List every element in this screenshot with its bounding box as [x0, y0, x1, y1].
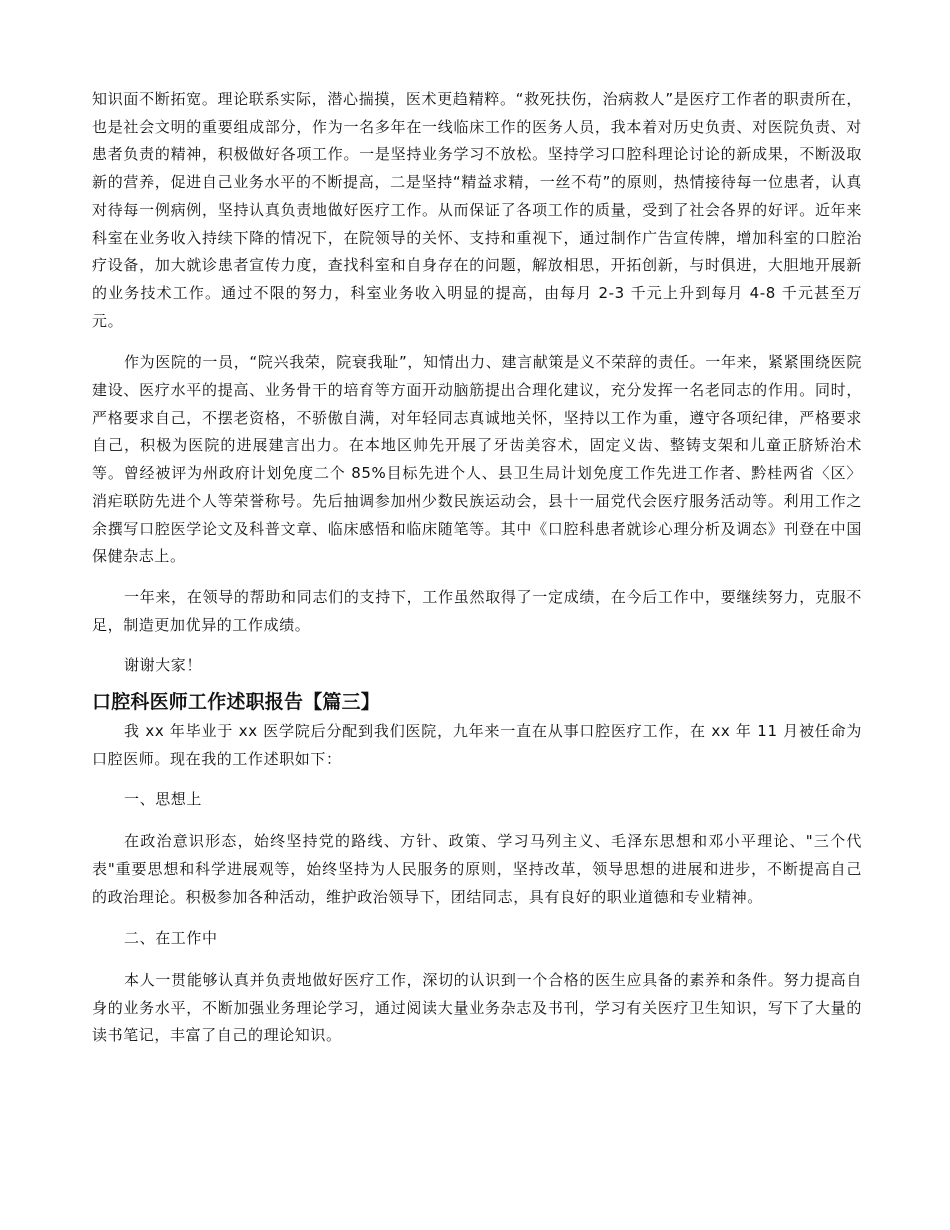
document-page — [92, 86, 862, 1050]
section-title: 口腔科医师工作述职报告【篇三】 — [92, 691, 381, 714]
paragraph-ideology: 在政治意识形态，始终坚持党的路线、方针、政策、学习马列主义、毛泽东思想和邓小平理论、"三个代表"重要思想和科学进展观等，始终坚持为人民服务的原则，坚持改革，领导思想的进展和进步，不断提高自己的政治理论。积极参加各种活动，维护政治领导下，团结同志，具有良好的职业道德和专业精神。 — [92, 832, 862, 906]
paragraph-thanks: 谢谢大家！ — [124, 656, 203, 675]
paragraph-work: 本人一贯能够认真并负责地做好医疗工作，深切的认识到一个合格的医生应具备的素养和条件。努力提高自身的业务水平，不断加强业务理论学习，通过阅读大量业务杂志及书刊，学习有关医疗卫生知识，写下了大量的读书笔记，丰富了自己的理论知识。 — [92, 970, 862, 1045]
paragraph-continued: 知识面不断拓宽。理论联系实际，潜心揣摸，医术更趋精粹。“救死扶伤，治病救人”是医疗工作者的职责所在，也是社会文明的重要组成部分，作为一名多年在一线临床工作的医务人员，我本着对历史负责、对医院负责、对患者负责的精神，积极做好各项工作。一是坚持业务学习不放松。坚持学习口腔科理论讨论的新成果，不断汲取新的营养，促进自己业务水平的不断提高，二是坚持“精益求精，一丝不苟”的原则，热情接待每一位患者，认真对待每一例病例，坚持认真负责地做好医疗工作。从而保证了各项工作的质量，受到了社会各界的好评。近年来科室在业务收入持续下降的情况下，在院领导的关怀、支持和重视下，通过制作广告宣传牌，增加科室的口腔治疗设备，加大就诊患者宣传力度，查找科室和自身存在的问题，解放相思，开拓创新，与时俱进，大胆地开展新的业务技术工作。通过不限的努力，科室业务收入明显的提高，由每月 2-3 千元上升到每月 4-8 千元甚至万元。 — [92, 90, 862, 330]
paragraph-intro: 我 xx 年毕业于 xx 医学院后分配到我们医院，九年来一直在从事口腔医疗工作，在 xx 年 11 月被任命为口腔医师。现在我的工作述职如下： — [92, 722, 862, 768]
subheading-ideology: 一、思想上 — [124, 790, 203, 809]
subheading-work: 二、在工作中 — [124, 929, 218, 948]
paragraph-hospital-member: 作为医院的一员，“院兴我荣，院衰我耻”，知情出力、建言献策是义不荣辞的责任。一年来，紧紧围绕医院建设、医疗水平的提高、业务骨干的培育等方面开动脑筋提出合理化建议，充分发挥一名老同志的作用。同时，严格要求自己，不摆老资格，不骄傲自满，对年轻同志真诚地关怀，坚持以工作为重，遵守各项纪律，严格要求自己，积极为医院的进展建言出力。在本地区帅先开展了牙齿美容术，固定义齿、整铸支架和儿童正脐矫治术等。曾经被评为州政府计划免度二个 85%目标先进个人、县卫生局计划免度工作先进工作者、黔桂两省〈区〉消疟联防先进个人等荣誉称号。先后抽调参加州少数民族运动会，县十一届党代会医疗服务活动等。利用工作之余撰写口腔医学论文及科普文章、临床感悟和临床随笔等。其中《口腔科患者就诊心理分析及调态》刊登在中国保健杂志上。 — [92, 353, 862, 566]
paragraph-summary: 一年来，在领导的帮助和同志们的支持下，工作虽然取得了一定成绩，在今后工作中，要继续努力，克服不足，制造更加优异的工作成绩。 — [92, 587, 862, 634]
